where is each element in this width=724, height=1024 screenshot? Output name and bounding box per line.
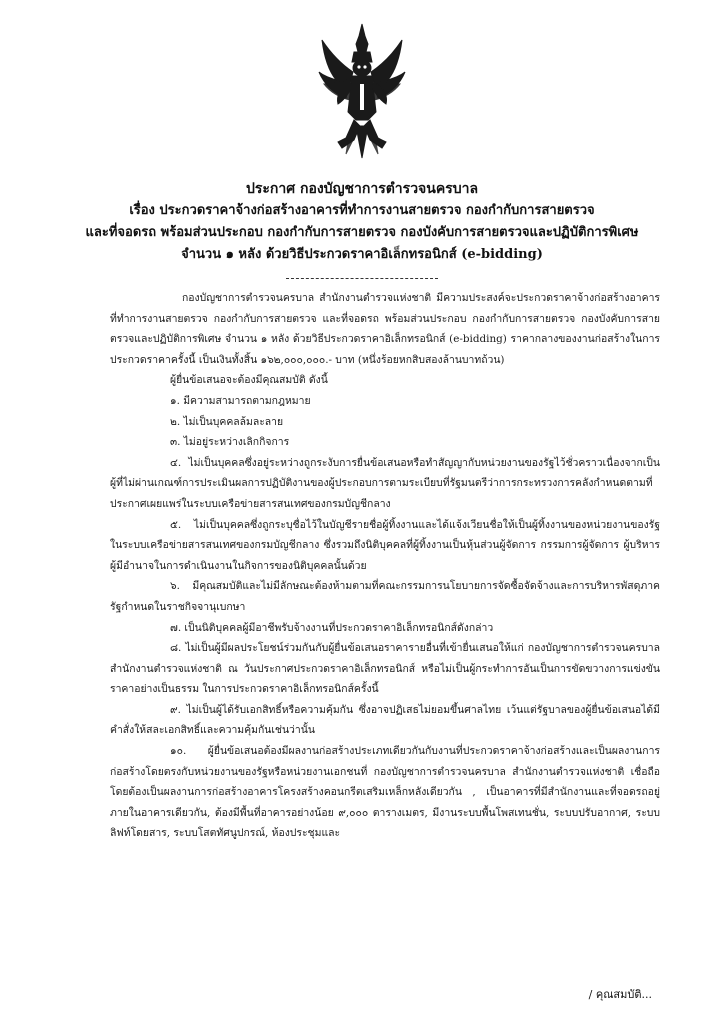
garuda-emblem-icon [316,22,408,162]
subject-line-3: จำนวน ๑ หลัง ด้วยวิธีประกวดราคาอิเล็กทรอนิกส์ (e-bidding) [181,247,543,262]
title-divider [286,278,438,279]
qualification-item-5: ๕. ไม่เป็นบุคคลซึ่งถูกระบุชื่อไว้ในบัญชีรายชื่อผู้ทิ้งงานและได้แจ้งเวียนชื่อให้เป็นผู้ทิ้งงานของหน่วยงานของรัฐในระบบเครือข่ายสารสนเทศของกรมบัญชีกลาง ซึ่งรวมถึงนิติบุคคลที่ผู้ทิ้งงานเป็นหุ้นส่วนผู้จัดการ กรรมการผู้จัดการ ผู้บริหาร ผู้มีอำนาจในการดำเนินงานในกิจการของนิติบุคคลนั้นด้วย [110,518,660,572]
continuation-note: / คุณสมบัติ... [588,988,652,1001]
subject-line-2: และที่จอดรถ พร้อมส่วนประกอบ กองกำกับการสายตรวจ กองบังคับการสายตรวจและปฏิบัติการพิเศษ [85,225,639,240]
announcement-title: ประกาศ กองบัญชาการตำรวจนครบาล [245,181,479,197]
qualification-heading: ผู้ยื่นข้อเสนอจะต้องมีคุณสมบัติ ดังนี้ [170,374,328,387]
qualification-item-1: ๑. มีความสามารถตามกฎหมาย [170,394,311,407]
announcement-body [110,288,660,844]
qualification-item-7: ๗. เป็นนิติบุคคลผู้มีอาชีพรับจ้างงานที่ประกวดราคาอิเล็กทรอนิกส์ดังกล่าว [170,621,494,634]
qualification-item-9: ๙. ไม่เป็นผู้ได้รับเอกสิทธิ์หรือความคุ้มกัน ซึ่งอาจปฏิเสธไม่ยอมขึ้นศาลไทย เว้นแต่รัฐบาลของผู้ยื่นข้อเสนอได้มีคำสั่งให้สละเอกสิทธิ์และความคุ้มกันเช่นว่านั้น [110,703,660,737]
qualification-item-6: ๖. มีคุณสมบัติและไม่มีลักษณะต้องห้ามตามที่คณะกรรมการนโยบายการจัดซื้อจัดจ้างและการบริหารพัสดุภาครัฐกำหนดในราชกิจจานุเบกษา [110,580,660,613]
qualification-item-2: ๒. ไม่เป็นบุคคลล้มละลาย [170,415,284,428]
intro-paragraph: กองบัญชาการตำรวจนครบาล สำนักงานตำรวจแห่งชาติ มีความประสงค์จะประกวดราคาจ้างก่อสร้างอาคารที่ทำการงานสายตรวจ กองกำกับการสายตรวจ และที่จอดรถ พร้อมส่วนประกอบ กองกำกับการสายตรวจ กองบังคับการสายตรวจและปฏิบัติการพิเศษ จำนวน ๑ หลัง ด้วยวิธีประกวดราคาอิเล็กทรอนิกส์ (e-bidding) ราคากลางของงานก่อสร้างในการประกวดราคาครั้งนี้ เป็นเงินทั้งสิ้น ๑๖๒,๐๐๐,๐๐๐.- บาท (หนึ่งร้อยหกสิบสองล้านบาทถ้วน) [110,292,660,366]
subject-line-1: เรื่อง ประกวดราคาจ้างก่อสร้างอาคารที่ทำการงานสายตรวจ กองกำกับการสายตรวจ [129,203,595,218]
qualification-item-3: ๓. ไม่อยู่ระหว่างเลิกกิจการ [170,436,290,449]
qualification-item-4: ๔. ไม่เป็นบุคคลซึ่งอยู่ระหว่างถูกระงับการยื่นข้อเสนอหรือทำสัญญากับหน่วยงานของรัฐไว้ชั่วคราวเนื่องจากเป็นผู้ที่ไม่ผ่านเกณฑ์การประเมินผลการปฏิบัติงานของผู้ประกอบการตามระเบียบที่รัฐมนตรีว่าการกระทรวงการคลังกำหนดตามที่ประกาศเผยแพร่ในระบบเครือข่ายสารสนเทศของกรมบัญชีกลาง [110,456,660,510]
qualification-item-10: ๑๐. ผู้ยื่นข้อเสนอต้องมีผลงานก่อสร้างประเภทเดียวกันกับงานที่ประกวดราคาจ้างก่อสร้างและเป็นผลงานการก่อสร้างโดยตรงกับหน่วยงานของรัฐหรือหน่วยงานเอกชนที่ กองบัญชาการตำรวจนครบาล สำนักงานตำรวจแห่งชาติ เชื่อถือ โดยต้องเป็นผลงานการก่อสร้างอาคารโครงสร้างคอนกรีตเสริมเหล็กหลังเดียวกัน , เป็นอาคารที่มีสำนักงานและที่จอดรถอยู่ภายในอาคารเดียวกัน, ต้องมีพื้นที่อาคารอย่างน้อย ๙,๐๐๐ ตารางเมตร, มีงานระบบพื้นโพสเทนชั่น, ระบบปรับอากาศ, ระบบลิฟท์โดยสาร, ระบบโสตทัศนูปกรณ์, ห้องประชุมและ [110,745,660,840]
qualification-item-8: ๘. ไม่เป็นผู้มีผลประโยชน์ร่วมกันกับผู้ยื่นข้อเสนอราคารายอื่นที่เข้ายื่นเสนอให้แก่ กองบัญชาการตำรวจนครบาล สำนักงานตำรวจแห่งชาติ ณ วันประกาศประกวดราคาอิเล็กทรอนิกส์ หรือไม่เป็นผู้กระทำการอันเป็นการขัดขวางการแข่งขันราคาอย่างเป็นธรรม ในการประกวดราคาอิเล็กทรอนิกส์ครั้งนี้ [110,642,660,696]
